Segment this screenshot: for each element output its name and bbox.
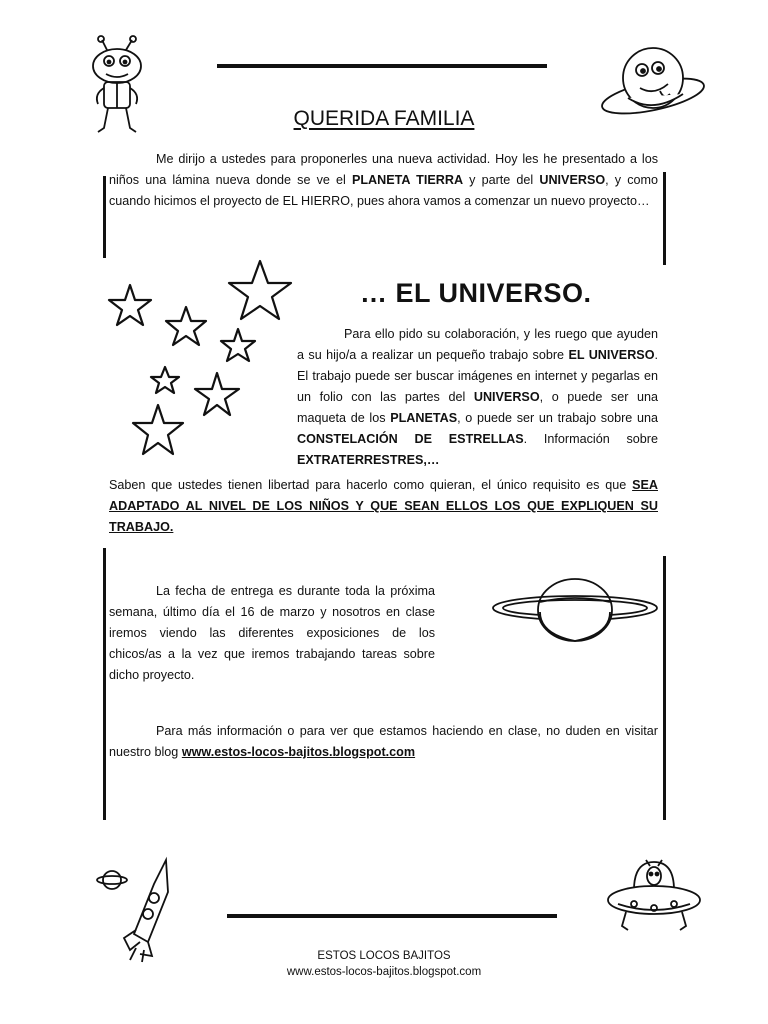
top-rule <box>217 64 547 68</box>
deadline-text: La fecha de entrega es durante toda la próxima semana, último día el 16 de marzo y nosotros en clase iremos viendo las diferentes exposiciones de los chicos/as a la vez que iremos trabajando tareas sobre dicho proyecto. <box>109 584 435 682</box>
section-heading: … EL UNIVERSO. <box>360 278 592 308</box>
deadline-paragraph <box>109 581 435 686</box>
star-2 <box>109 285 151 325</box>
request-text-2: . El trabajo puede ser buscar imágenes en internet y pegarlas en un folio con las partes del <box>297 348 658 404</box>
request-paragraph-continued <box>109 475 658 538</box>
intro-bold-universo: UNIVERSO <box>539 173 606 187</box>
star-3 <box>166 307 206 345</box>
request-bold-universo-1: EL UNIVERSO <box>568 348 655 362</box>
left-border-top <box>103 176 106 258</box>
bottom-rule <box>227 914 557 918</box>
request-bold-extraterrestres: EXTRATERRESTRES,… <box>297 453 440 467</box>
left-border-bottom <box>103 548 106 820</box>
intro-text-2: y parte del <box>463 173 540 187</box>
right-border-bottom <box>663 556 666 820</box>
request-text-3: , o puede ser una maqueta de los <box>297 390 658 425</box>
star-1 <box>229 261 291 319</box>
ufo-alien-icon <box>604 856 704 946</box>
footer <box>0 948 768 980</box>
request-bold-planetas: PLANETAS <box>390 411 458 425</box>
star-6 <box>195 373 239 415</box>
blog-link[interactable]: www.estos-locos-bajitos.blogspot.com <box>181 745 416 759</box>
request-text-4: , o puede ser un trabajo sobre una <box>457 411 658 425</box>
footer-url[interactable]: www.estos-locos-bajitos.blogspot.com <box>286 966 482 978</box>
planet-face-icon <box>598 36 708 126</box>
info-paragraph <box>109 721 658 763</box>
saturn-icon <box>490 572 660 652</box>
request-text-1: Para ello pido su colaboración, y les ruego que ayuden a su hijo/a a realizar un pequeño trabajo sobre <box>297 327 658 362</box>
intro-bold-planeta: PLANETA TIERRA <box>351 173 464 187</box>
footer-name: ESTOS LOCOS BAJITOS <box>317 950 451 962</box>
star-5 <box>151 367 179 393</box>
request-paragraph <box>297 324 658 471</box>
info-text: Para más información o para ver que estamos haciendo en clase, no duden en visitar nuestro blog <box>109 724 658 759</box>
intro-paragraph <box>109 149 658 212</box>
request-requirement: SEA ADAPTADO AL NIVEL DE LOS NIÑOS Y QUE SEAN ELLOS LOS QUE EXPLIQUEN SU TRABAJO. <box>109 478 658 534</box>
request-text-6: Saben que ustedes tienen libertad para hacerlo como quieran, el único requisito es que <box>109 478 633 492</box>
request-bold-constelacion: CONSTELACIÓN DE ESTRELLAS <box>297 432 524 446</box>
alien-icon <box>82 36 152 136</box>
intro-text-3: , y como cuando hicimos el proyecto de EL HIERRO, pues ahora vamos a comenzar un nuevo proyecto… <box>109 173 658 208</box>
request-text-5: . Información sobre <box>523 432 658 446</box>
page-title: QUERIDA FAMILIA <box>293 107 475 130</box>
right-border-top <box>663 172 666 265</box>
intro-text-1: Me dirijo a ustedes para proponerles una nueva actividad. Hoy les he presentado a los niños una lámina nueva donde se ve el <box>109 152 658 187</box>
star-4 <box>221 329 255 361</box>
star-7 <box>133 405 183 454</box>
request-bold-universo-2: UNIVERSO <box>473 390 540 404</box>
stars-icon <box>100 255 300 475</box>
